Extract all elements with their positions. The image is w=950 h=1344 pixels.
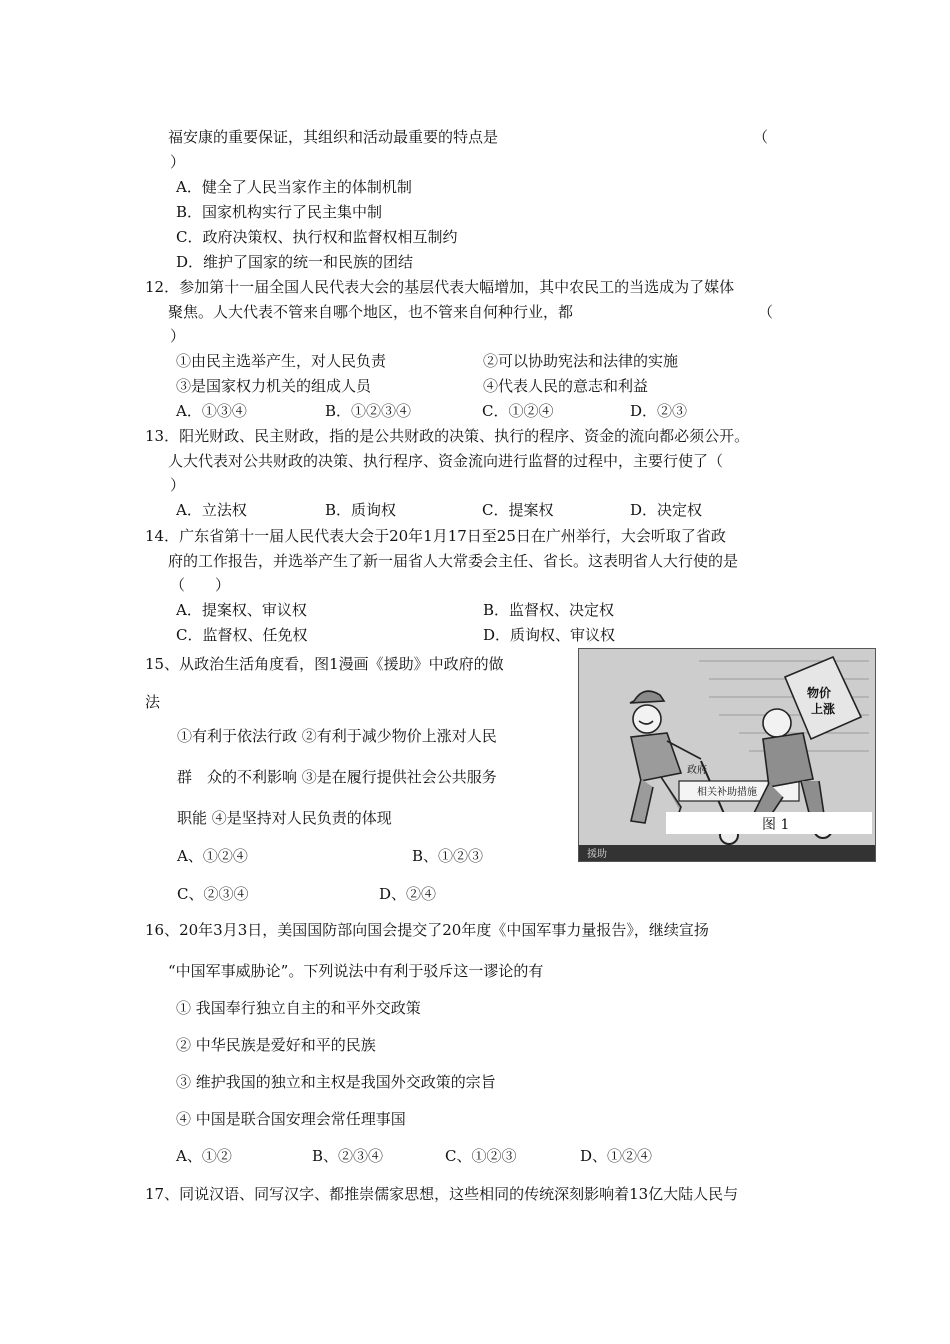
q15-items-line3: 职能 ④是坚持对人民负责的体现: [177, 809, 392, 827]
q14-paren: （ ）: [170, 576, 231, 594]
q14-stem: 14．广东省第十一届人民代表大会于20年1月17日至25日在广州举行，大会听取了省政: [145, 527, 726, 545]
q11-stem: 福安康的重要保证，其组织和活动最重要的特点是: [168, 128, 499, 146]
q11-option-a: A．健全了人民当家作主的体制机制: [176, 178, 412, 196]
q16-item-2: ② 中华民族是爱好和平的民族: [176, 1036, 376, 1054]
q11-option-d: D．维护了国家的统一和民族的团结: [176, 253, 414, 271]
q12-item-3: ③是国家权力机关的组成人员: [176, 377, 372, 395]
q14-option-c: C．监督权、任免权: [176, 626, 308, 644]
q15-option-c: C、②③④: [177, 885, 249, 903]
q16-stem-cont: “中国军事威胁论”。下列说法中有利于驳斥这一谬论的有: [168, 962, 544, 980]
q15-option-a: A、①②④: [177, 847, 248, 865]
q13-stem-cont: 人大代表对公共财政的决策、执行程序、资金流向进行监督的过程中，主要行使了（: [168, 452, 724, 470]
q14-option-b: B．监督权、决定权: [483, 601, 615, 619]
q13-option-b: B．质询权: [325, 501, 397, 519]
q14-option-a: A．提案权、审议权: [176, 601, 307, 619]
q16-item-4: ④ 中国是联合国安理会常任理事国: [176, 1110, 406, 1128]
q12-option-c: C．①②④: [482, 402, 554, 420]
q12-option-d: D．②③: [630, 402, 688, 420]
q15-items-line2: 群 众的不利影响 ③是在履行提供社会公共服务: [177, 768, 497, 786]
q13-option-a: A．立法权: [176, 501, 247, 519]
q16-option-c: C、①②③: [445, 1147, 517, 1165]
q12-stem-cont: 聚焦。人大代表不管来自哪个地区，也不管来自何种行业，都: [168, 303, 574, 321]
q16-item-1: ① 我国奉行独立自主的和平外交政策: [176, 999, 421, 1017]
q12-stem: 12．参加第十一届全国人民代表大会的基层代表大幅增加，其中农民工的当选成为了媒体: [145, 278, 735, 296]
cartoon-caption: 援助: [587, 849, 607, 860]
q12-option-a: A．①③④: [176, 402, 247, 420]
q12-paren-close: ）: [170, 327, 186, 345]
q11-option-c: C．政府决策权、执行权和监督权相互制约: [176, 228, 458, 246]
q11-paren: （: [753, 128, 769, 146]
q15-option-b: B、①②③: [412, 847, 484, 865]
q15-stem: 15、从政治生活角度看，图1漫画《援助》中政府的做: [145, 655, 504, 673]
q12-item-2: ②可以协助宪法和法律的实施: [483, 352, 679, 370]
q16-item-3: ③ 维护我国的独立和主权是我国外交政策的宗旨: [176, 1073, 496, 1091]
q16-stem: 16、20年3月3日，美国国防部向国会提交了20年度《中国军事力量报告》，继续宣扬: [145, 921, 709, 939]
box-text-line1: 物价: [807, 686, 832, 700]
figure-label: 图 1: [762, 817, 790, 833]
q13-option-d: D．决定权: [630, 501, 703, 519]
q12-item-1: ①由民主选举产生，对人民负责: [176, 352, 387, 370]
q12-option-b: B．①②③④: [325, 402, 412, 420]
box-text-line2: 上涨: [811, 702, 836, 716]
q16-option-d: D、①②④: [580, 1147, 653, 1165]
q13-stem: 13．阳光财政、民主财政，指的是公共财政的决策、执行的程序、资金的流向都必须公开。: [145, 427, 750, 445]
q17-stem: 17、同说汉语、同写汉字、都推崇儒家思想，这些相同的传统深刻影响着13亿大陆人民与: [145, 1185, 739, 1203]
q16-option-b: B、②③④: [312, 1147, 384, 1165]
q15-items-line1: ①有利于依法行政 ②有利于减少物价上涨对人民: [177, 727, 497, 745]
q12-item-4: ④代表人民的意志和利益: [483, 377, 649, 395]
q11-option-b: B．国家机构实行了民主集中制: [176, 203, 383, 221]
q15-stem-cont: 法: [145, 693, 161, 711]
q12-paren: （: [758, 303, 774, 321]
q13-paren-close: ）: [170, 476, 186, 494]
q14-stem-cont: 府的工作报告，并选举产生了新一届省人大常委会主任、省长。这表明省人大行使的是: [168, 552, 739, 570]
cart-text: 政府: [687, 765, 707, 776]
q15-option-d: D、②④: [379, 885, 437, 903]
figure-label-box: [666, 812, 872, 834]
q16-option-a: A、①②: [176, 1147, 232, 1165]
q14-option-d: D．质询权、审议权: [483, 626, 616, 644]
cart-sign-text: 相关补助措施: [697, 787, 757, 798]
q11-paren-close: ）: [170, 153, 186, 171]
q13-option-c: C．提案权: [482, 501, 554, 519]
